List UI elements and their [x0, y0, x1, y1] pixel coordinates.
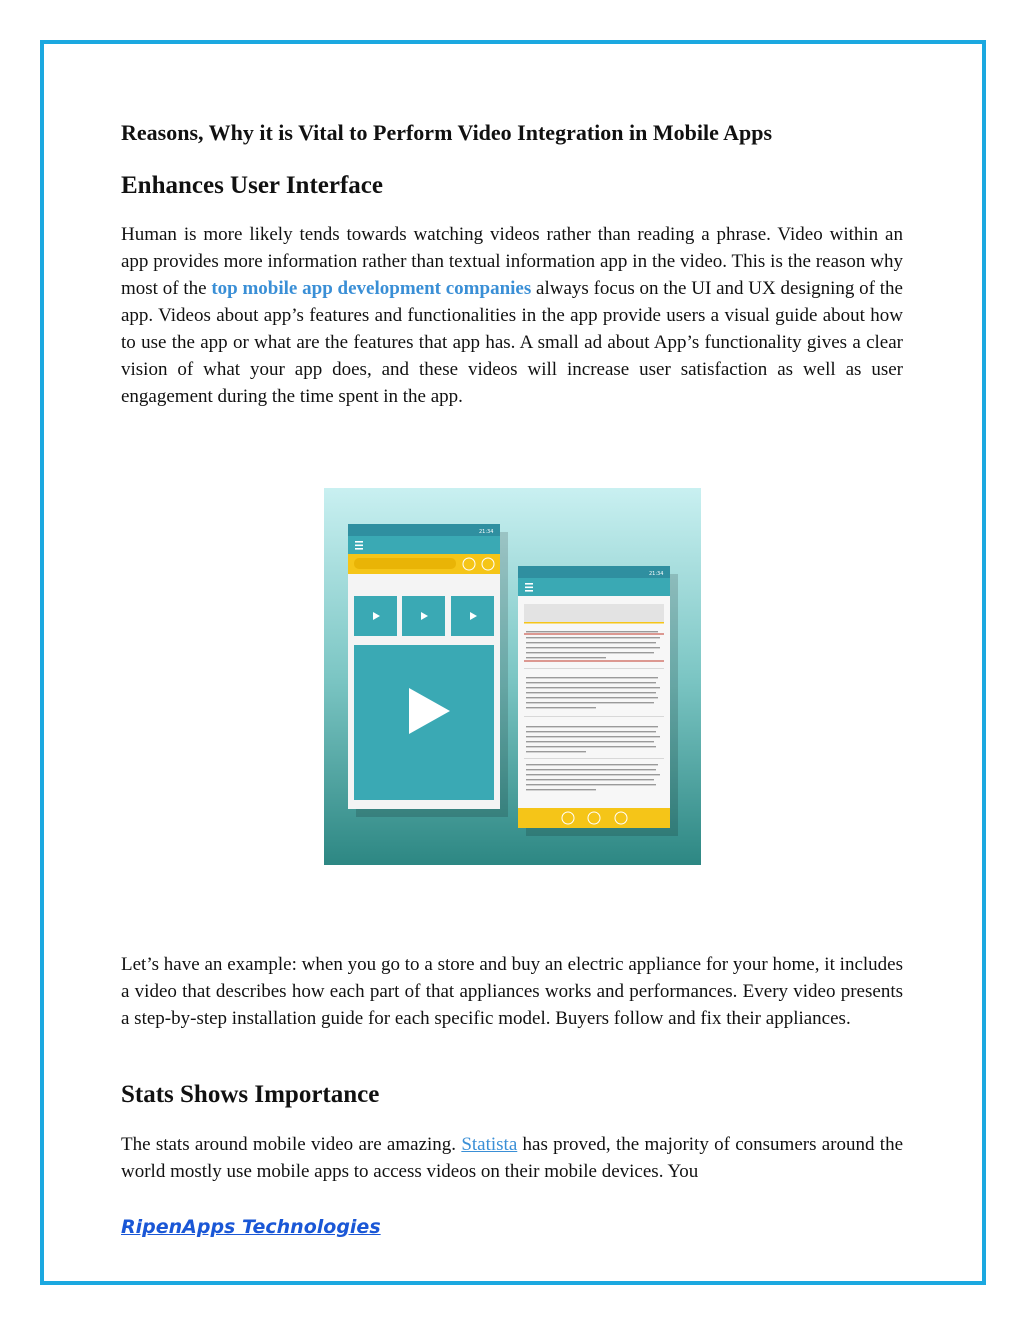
phone-left [348, 524, 508, 817]
paragraph-text: The stats around mobile video are amazing. [121, 1134, 462, 1155]
paragraph-enhances-ui [121, 221, 903, 410]
paragraph-stats [121, 1131, 903, 1185]
link-top-mobile-app-development[interactable]: top mobile app development companies [211, 278, 532, 299]
document-title: Reasons, Why it is Vital to Perform Video Integration in Mobile Apps [121, 120, 773, 145]
phone-left-time: 21:34 [479, 529, 494, 535]
video-app-illustration [324, 488, 701, 865]
paragraph-text: always focus on the UI and UX designing of the app. Videos about app’s features and functionalities in the app provide users a visual guide about how to use the app or what are the features that app has. A small ad about App’s functionality gives a clear vision of what your app does, and these videos will increase user satisfaction as well as user engagement during the time spent in the app. [121, 278, 903, 407]
link-statista[interactable]: Statista [461, 1134, 518, 1155]
footer-company-name[interactable]: RipenApps Technologies [121, 1216, 381, 1238]
section-heading-stats: Stats Shows Importance [121, 1081, 380, 1108]
phone-right-time: 21:34 [649, 571, 664, 577]
section-heading-enhances-ui: Enhances User Interface [121, 172, 383, 199]
paragraph-example: Let’s have an example: when you go to a store and buy an electric appliance for your home, it includes a video that describes how each part of that appliances works and performances. Every video presents a step-by-step installation guide for each specific model. Buyers follow and fix their appliances. [121, 954, 903, 1029]
paragraph-text: has proved, the majority of consumers around the world mostly use mobile apps to access videos on their mobile devices. You [121, 1134, 903, 1182]
paragraph-text: Human is more likely tends towards watching videos rather than reading a phrase. Video within an app provides more information rather than textual information app in the video. This is the reason why most of the [121, 224, 903, 299]
phone-right [518, 566, 678, 836]
